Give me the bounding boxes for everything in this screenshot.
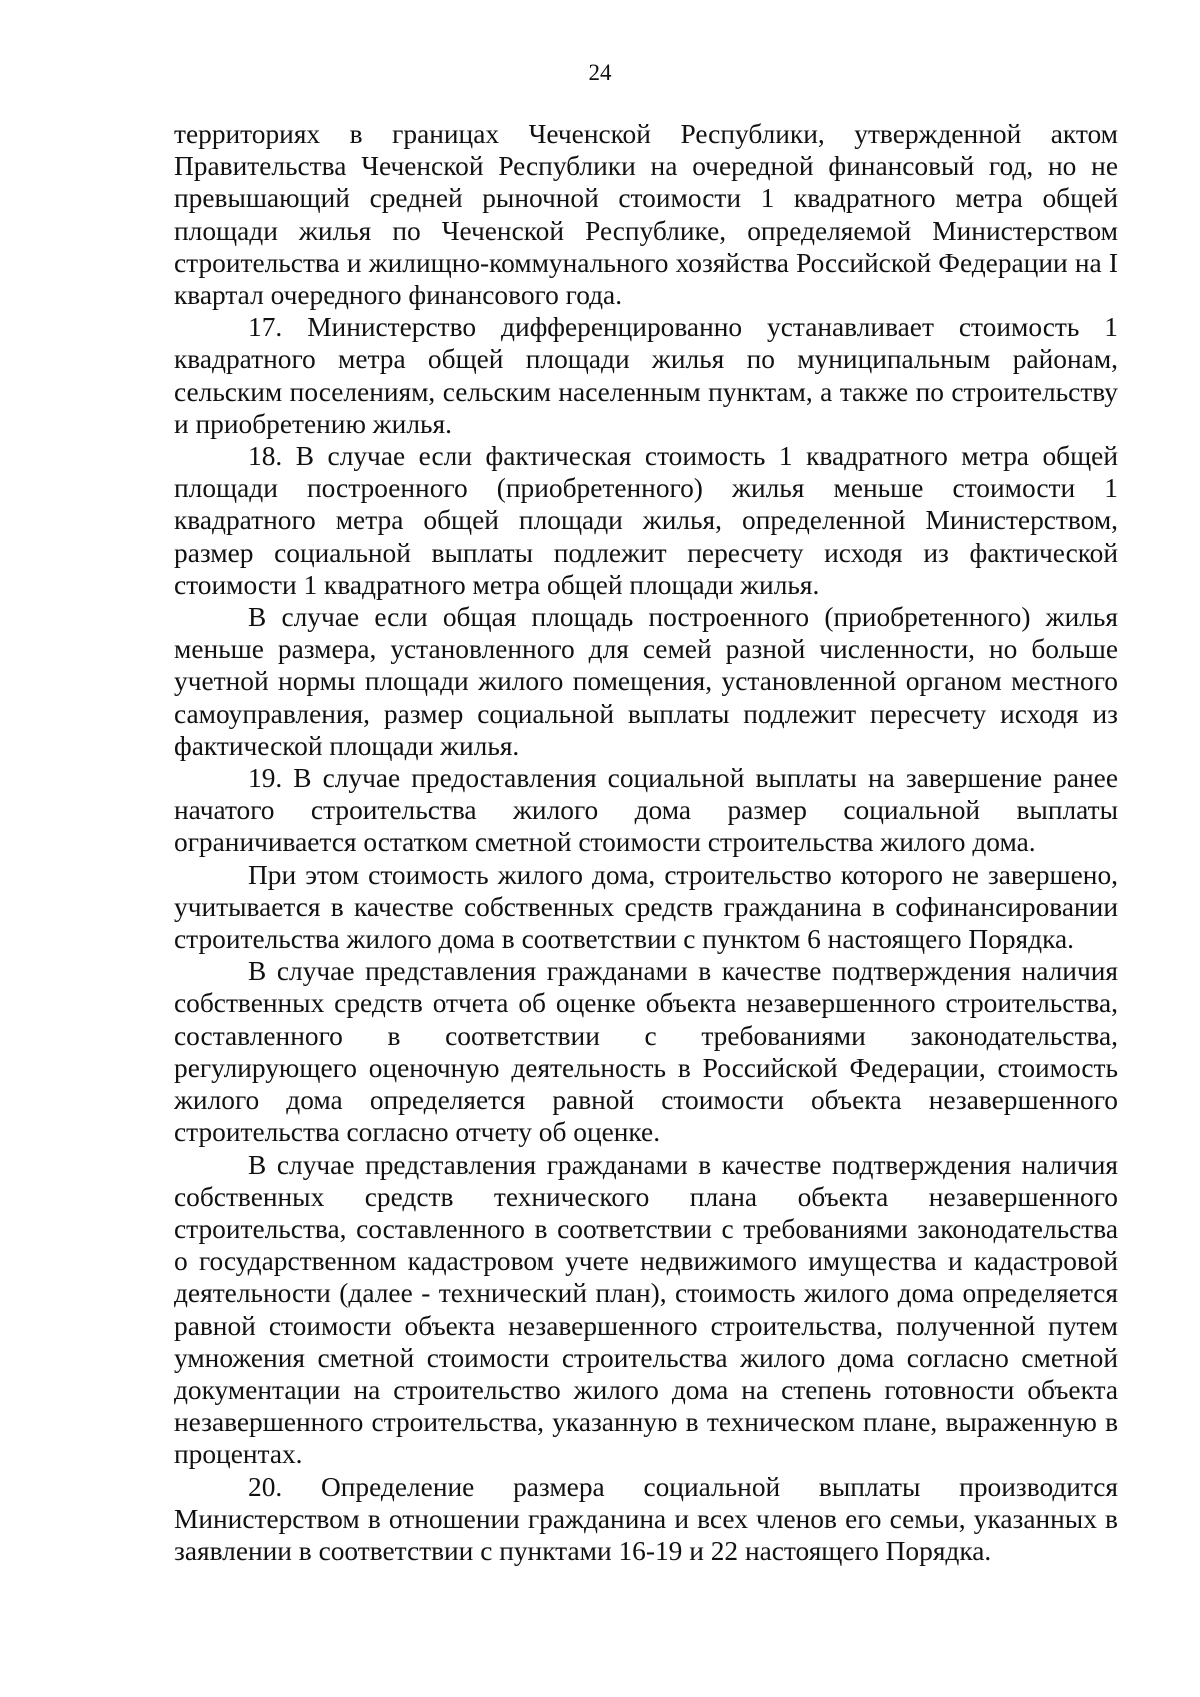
paragraph-continuation: территориях в границах Чеченской Республики, утвержденной актом Правительства Чеченской Республики на очередной финансовый год, но не превышающий средней рыночной стоимости 1 квадратного метра общей площади жилья по Чеченской Республике, определяемой Министерством строительства и жилищно-коммунального хозяйства Российской Федерации на I квартал очередного финансового года. <box>174 119 1118 311</box>
paragraph-item-19-part-2: При этом стоимость жилого дома, строительство которого не завершено, учитывается в качестве собственных средств гражданина в софинансировании строительства жилого дома в соответствии с пунктом 6 настоящего Порядка. <box>174 859 1118 955</box>
page-number: 24 <box>588 60 612 85</box>
paragraph-item-18: 18. В случае если фактическая стоимость 1 квадратного метра общей площади построенного (приобретенного) жилья меньше стоимости 1 квадратного метра общей площади жилья, определенной Министерством, размер социальной выплаты подлежит пересчету исходя из фактической стоимости 1 квадратного метра общей площади жилья. <box>174 441 1118 600</box>
paragraph-item-19-part-3: В случае представления гражданами в качестве подтверждения наличия собственных средств отчета об оценке объекта незавершенного строительства, составленного в соответствии с требованиями законодательства, регулирующего оценочную деятельность в Российской Федерации, стоимость жилого дома определяется равной стоимости объекта незавершенного строительства согласно отчету об оценке. <box>174 956 1118 1148</box>
paragraph-item-19: 19. В случае предоставления социальной выплаты на завершение ранее начатого строительства жилого дома размер социальной выплаты ограничивается остатком сметной стоимости строительства жилого дома. <box>174 763 1118 858</box>
paragraph-item-20: 20. Определение размера социальной выплаты производится Министерством в отношении гражданина и всех членов его семьи, указанных в заявлении в соответствии с пунктами 16-19 и 22 настоящего Порядка. <box>174 1471 1118 1566</box>
paragraph-item-19-part-4: В случае представления гражданами в качестве подтверждения наличия собственных средств технического плана объекта незавершенного строительства, составленного в соответствии с требованиями законодательства о государственном кадастровом учете недвижимого имущества и кадастровой деятельности (далее - технический план), стоимость жилого дома определяется равной стоимости объекта незавершенного строительства, полученной путем умножения сметной стоимости строительства жилого дома согласно сметной документации на строительство жилого дома на степень готовности объекта незавершенного строительства, указанную в техническом плане, выраженную в процентах. <box>174 1149 1118 1470</box>
paragraph-item-17: 17. Министерство дифференцированно устанавливает стоимость 1 квадратного метра общей площади жилья по муниципальным районам, сельским поселениям, сельским населенным пунктам, а также по строительству и приобретению жилья. <box>174 312 1118 439</box>
document-body <box>174 118 1118 1567</box>
paragraph-item-18-part-2: В случае если общая площадь построенного (приобретенного) жилья меньше размера, установленного для семей разной численности, но больше учетной нормы площади жилого помещения, установленной органом местного самоуправления, размер социальной выплаты подлежит пересчету исходя из фактической площади жилья. <box>174 602 1118 761</box>
